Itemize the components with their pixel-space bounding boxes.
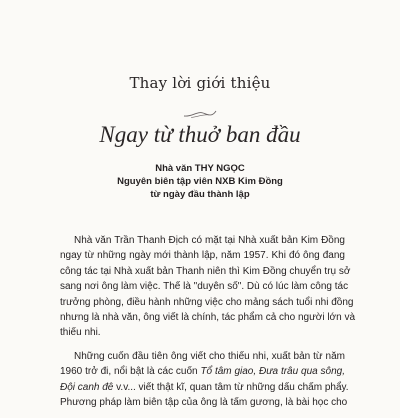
text-run: 1960 trở đi, nổi bật là các cuốn [60, 366, 201, 378]
section-title: Thay lời giới thiệu [129, 74, 271, 92]
author-role: Nguyên biên tập viên NXB Kim Đồng [117, 176, 283, 187]
text-line [60, 380, 349, 395]
paragraph-2 [60, 349, 349, 411]
author-name: Nhà văn THY NGỌC [155, 163, 245, 174]
text-run: v.v... viết thật kĩ, quan tâm từ những dấu chấm phẩy. [113, 381, 349, 393]
text-line: công tác tại Nhà xuất bản Thanh niên thì Kim Đồng chuyển trụ sở [60, 265, 351, 277]
author-tenure: từ ngày đầu thành lập [150, 189, 250, 200]
text-line: thiếu nhi. [60, 327, 101, 339]
text-line: sang nơi ông làm việc. Thế là "duyên số". Dù có lúc làm công tác [60, 281, 349, 293]
decorative-swash-icon [183, 109, 217, 119]
text-line: Những cuốn đầu tiên ông viết cho thiếu nhi, xuất bản từ năm [74, 350, 345, 362]
paragraph-1 [60, 233, 356, 341]
chapter-title: Ngay từ thuở ban đầu [99, 122, 301, 147]
text-line [60, 364, 345, 379]
text-line: nhưng là nhà văn, ông viết là chính, tác phẩm cả cho người lớn và [60, 312, 356, 324]
text-line: trưởng phòng, điều hành những việc cho mảng sách tuổi nhi đồng [60, 296, 354, 308]
text-line: Nhà văn Trần Thanh Địch có mặt tại Nhà xuất bản Kim Đồng [74, 235, 345, 246]
book-titles: Tổ tâm giao, Đưa trâu qua sông, [200, 366, 345, 378]
body-text [60, 233, 356, 418]
book-title: Đội canh đê [60, 381, 114, 393]
text-line: ngay từ những ngày mới thành lập, năm 1957. Khi đó ông đang [60, 250, 345, 262]
text-line: Phương pháp làm biên tập của ông là tấm gương, là bài học cho [60, 397, 348, 409]
